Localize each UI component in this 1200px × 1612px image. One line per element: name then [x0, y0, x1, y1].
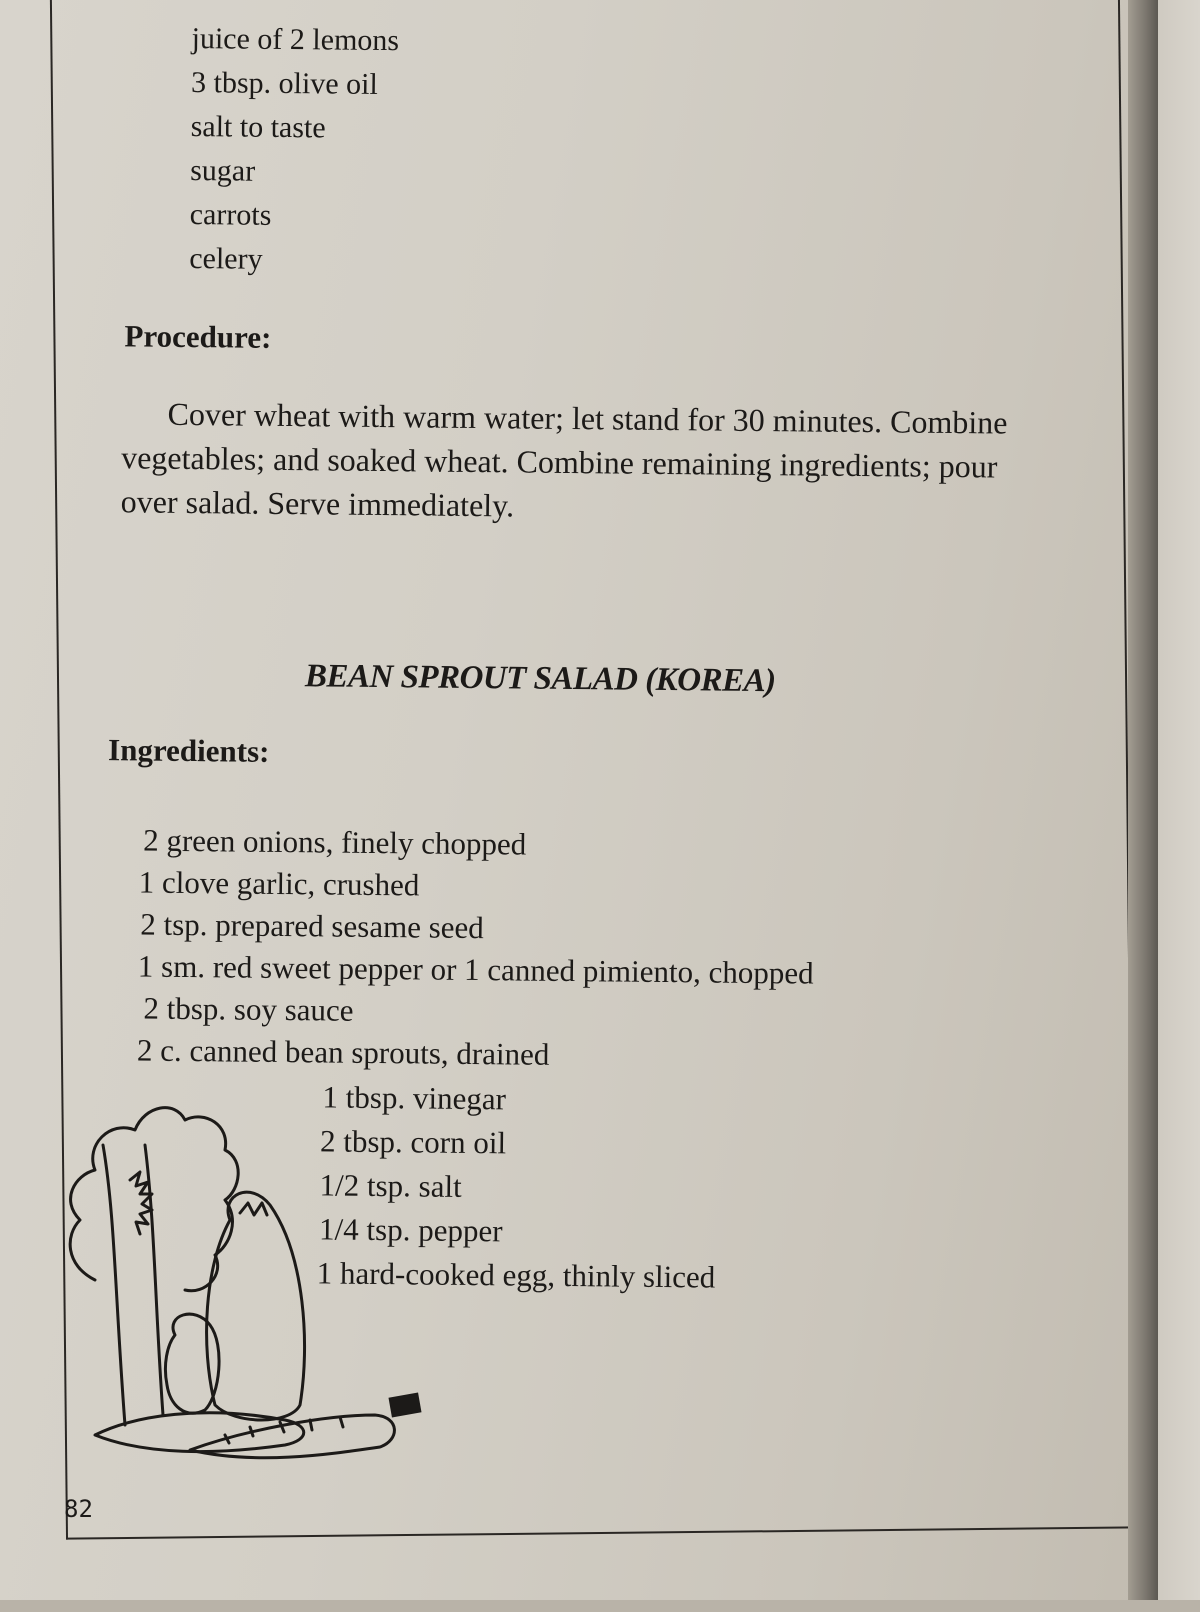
- adjacent-page-edge: [1158, 0, 1200, 1600]
- book-gutter: [1128, 0, 1158, 1600]
- ingredient-line: sugar: [190, 154, 256, 188]
- celery-stalk: [145, 1145, 163, 1415]
- ingredient-line: 2 tbsp. soy sauce: [143, 990, 354, 1028]
- ingredients-heading: Ingredients:: [107, 732, 270, 769]
- pepper-outline: [165, 1314, 219, 1413]
- squash-outline: [207, 1192, 305, 1420]
- ingredient-line: 1 hard-cooked egg, thinly sliced: [316, 1255, 716, 1295]
- ingredient-line: 2 c. canned bean sprouts, drained: [136, 1032, 550, 1072]
- procedure-text: Cover wheat with warm water; let stand for 30 minutes. Combine vegetables; and soaked wheat. Combine remaining ingredients; pour over salad. Serve immediately.: [120, 395, 1008, 524]
- ingredient-line: carrots: [189, 197, 272, 232]
- vegetables-illustration: [55, 1095, 435, 1495]
- ingredient-line: juice of 2 lemons: [191, 22, 400, 58]
- ingredient-line: salt to taste: [190, 110, 326, 145]
- celery-stalk: [103, 1145, 125, 1425]
- ingredient-line: 3 tbsp. olive oil: [190, 66, 378, 101]
- ingredient-line: celery: [189, 241, 263, 276]
- celery-leaves: [130, 1172, 152, 1234]
- ingredient-line: 1 tbsp. vinegar: [322, 1079, 507, 1117]
- ingredient-line: 2 tsp. prepared sesame seed: [140, 906, 484, 946]
- ingredient-line: 2 tbsp. corn oil: [319, 1123, 507, 1161]
- squash-stem: [240, 1203, 267, 1215]
- ingredient-line: 1/2 tsp. salt: [319, 1167, 462, 1204]
- procedure-paragraph: [121, 391, 1022, 532]
- procedure-heading: Procedure:: [124, 318, 272, 355]
- ingredient-line: 1/4 tsp. pepper: [318, 1211, 503, 1249]
- ingredient-line: 1 clove garlic, crushed: [138, 864, 420, 903]
- ingredient-line: 1 sm. red sweet pepper or 1 canned pimiento, chopped: [137, 948, 814, 991]
- recipe-title: BEAN SPROUT SALAD (KOREA): [304, 658, 776, 700]
- carrot-top: [388, 1393, 421, 1418]
- ingredient-line: 2 green onions, finely chopped: [143, 822, 527, 862]
- page-number: 82: [64, 1495, 93, 1523]
